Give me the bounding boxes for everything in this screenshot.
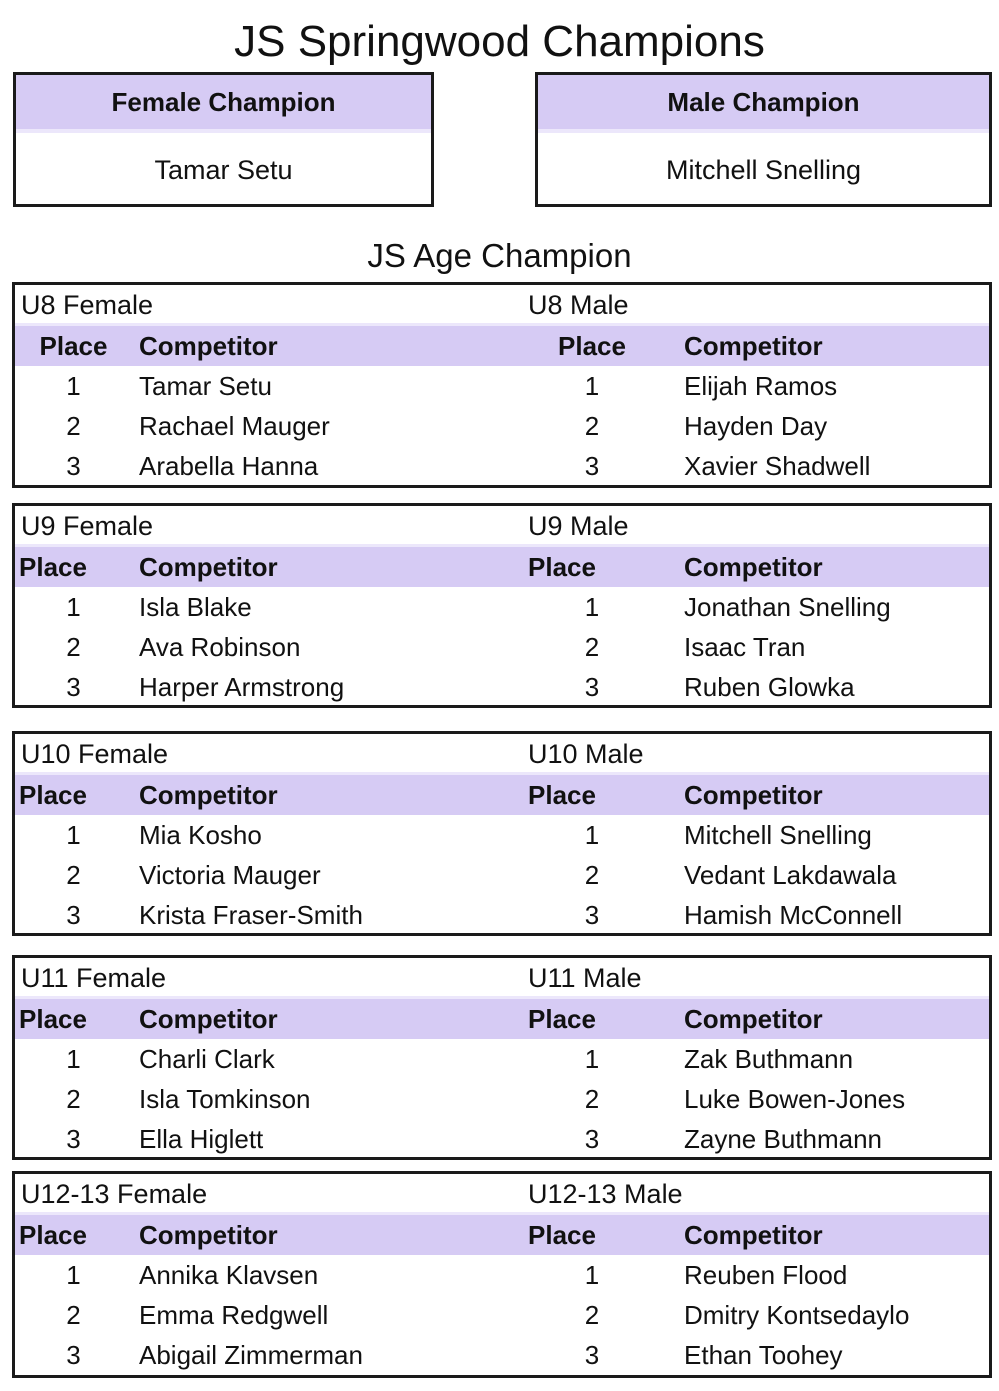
female-champion-box xyxy=(13,72,434,207)
place-cell: 1 xyxy=(584,1260,600,1290)
place-cell: 2 xyxy=(66,632,81,662)
table-header xyxy=(502,1215,989,1255)
table-header xyxy=(15,999,502,1039)
place-cell: 2 xyxy=(584,632,600,662)
female-results-column xyxy=(15,506,502,705)
table-row xyxy=(502,1255,989,1295)
competitor-column-header: Competitor xyxy=(139,331,278,361)
place-cell: 2 xyxy=(584,1084,600,1114)
competitor-cell: Vedant Lakdawala xyxy=(684,860,897,890)
table-row xyxy=(502,446,989,486)
table-header xyxy=(15,547,502,587)
table-row xyxy=(15,1079,502,1119)
table-row xyxy=(15,1039,502,1079)
competitor-cell: Emma Redgwell xyxy=(139,1300,329,1330)
table-header xyxy=(502,999,989,1039)
competitor-cell: Annika Klavsen xyxy=(139,1260,319,1290)
place-cell: 2 xyxy=(66,1300,81,1330)
age-group-box xyxy=(12,731,992,936)
female-results-column xyxy=(15,734,502,933)
male-results-column xyxy=(502,285,989,485)
male-group-title: U12-13 Male xyxy=(528,1179,683,1209)
place-cell: 1 xyxy=(66,592,81,622)
competitor-column-header: Competitor xyxy=(684,780,823,810)
place-column-header: Place xyxy=(19,1220,87,1250)
female-results-column xyxy=(15,1174,502,1375)
competitor-column-header: Competitor xyxy=(139,780,278,810)
competitor-cell: Isla Tomkinson xyxy=(139,1084,311,1114)
competitor-cell: Charli Clark xyxy=(139,1044,275,1074)
table-header xyxy=(15,326,502,366)
table-row xyxy=(15,1335,502,1375)
competitor-cell: Harper Armstrong xyxy=(139,672,345,702)
competitor-cell: Jonathan Snelling xyxy=(684,592,891,622)
place-cell: 3 xyxy=(66,1340,81,1370)
competitor-cell: Xavier Shadwell xyxy=(684,451,871,481)
competitor-cell: Mitchell Snelling xyxy=(684,820,872,850)
male-results-column xyxy=(502,958,989,1157)
table-row xyxy=(502,366,989,406)
table-row xyxy=(502,1039,989,1079)
age-champion-subtitle: JS Age Champion xyxy=(367,237,632,274)
page-title: JS Springwood Champions xyxy=(234,17,765,66)
table-row xyxy=(15,627,502,667)
competitor-cell: Ruben Glowka xyxy=(684,672,855,702)
place-cell: 2 xyxy=(584,411,600,441)
table-header xyxy=(502,547,989,587)
age-group-box xyxy=(12,503,992,708)
competitor-column-header: Competitor xyxy=(684,552,823,582)
competitor-cell: Krista Fraser-Smith xyxy=(139,900,363,930)
competitor-cell: Luke Bowen-Jones xyxy=(684,1084,906,1114)
table-row xyxy=(502,855,989,895)
competitor-cell: Tamar Setu xyxy=(139,371,272,401)
competitor-cell: Ava Robinson xyxy=(139,632,301,662)
place-cell: 3 xyxy=(584,1340,600,1370)
table-row xyxy=(502,667,989,707)
place-cell: 3 xyxy=(66,900,81,930)
female-group-title: U11 Female xyxy=(21,963,167,993)
table-row xyxy=(502,815,989,855)
place-cell: 1 xyxy=(66,1260,81,1290)
table-row xyxy=(502,1335,989,1375)
place-cell: 2 xyxy=(66,1084,81,1114)
table-row xyxy=(15,1295,502,1335)
competitor-cell: Elijah Ramos xyxy=(684,371,838,401)
competitor-column-header: Competitor xyxy=(139,1004,278,1034)
place-column-header: Place xyxy=(528,1004,596,1034)
female-champion-name: Tamar Setu xyxy=(154,155,293,185)
female-results-column xyxy=(15,958,502,1157)
place-column-header: Place xyxy=(19,780,87,810)
male-champion-name: Mitchell Snelling xyxy=(665,155,862,185)
male-group-title: U10 Male xyxy=(528,739,644,769)
female-group-title: U12-13 Female xyxy=(21,1179,208,1209)
competitor-cell: Abigail Zimmerman xyxy=(139,1340,363,1370)
table-row xyxy=(502,406,989,446)
male-group-title: U11 Male xyxy=(528,963,642,993)
table-row xyxy=(15,895,502,935)
place-cell: 1 xyxy=(584,592,600,622)
place-column-header: Place xyxy=(39,331,108,361)
place-cell: 1 xyxy=(584,371,600,401)
male-results-column xyxy=(502,506,989,705)
competitor-cell: Isaac Tran xyxy=(684,632,806,662)
male-champion-box xyxy=(535,72,992,207)
table-row xyxy=(15,366,502,406)
place-cell: 1 xyxy=(66,1044,81,1074)
competitor-cell: Hayden Day xyxy=(684,411,828,441)
place-cell: 3 xyxy=(66,1124,81,1154)
male-group-title: U8 Male xyxy=(528,290,629,320)
table-header xyxy=(15,1215,502,1255)
table-row xyxy=(502,627,989,667)
table-header xyxy=(15,775,502,815)
table-row xyxy=(15,1119,502,1159)
competitor-cell: Ethan Toohey xyxy=(684,1340,843,1370)
table-row xyxy=(502,895,989,935)
competitor-cell: Rachael Mauger xyxy=(139,411,330,441)
table-row xyxy=(15,406,502,446)
age-group-box xyxy=(12,955,992,1160)
place-column-header: Place xyxy=(19,552,87,582)
female-results-column xyxy=(15,285,502,485)
male-champion-label: Male Champion xyxy=(538,75,989,133)
table-row xyxy=(15,1255,502,1295)
competitor-cell: Zak Buthmann xyxy=(684,1044,854,1074)
female-champion-label: Female Champion xyxy=(16,75,431,133)
male-results-column xyxy=(502,734,989,933)
place-column-header: Place xyxy=(558,331,626,361)
place-column-header: Place xyxy=(528,780,596,810)
female-group-title: U8 Female xyxy=(21,290,154,320)
place-cell: 1 xyxy=(66,820,81,850)
competitor-column-header: Competitor xyxy=(139,1220,278,1250)
place-cell: 3 xyxy=(584,1124,600,1154)
place-cell: 3 xyxy=(66,672,81,702)
table-row xyxy=(15,667,502,707)
place-cell: 1 xyxy=(66,371,81,401)
place-cell: 2 xyxy=(66,860,81,890)
place-cell: 2 xyxy=(584,1300,600,1330)
table-row xyxy=(15,815,502,855)
age-group-box xyxy=(12,1171,992,1378)
competitor-cell: Arabella Hanna xyxy=(139,451,319,481)
place-cell: 1 xyxy=(584,820,600,850)
table-row xyxy=(502,1119,989,1159)
competitor-cell: Isla Blake xyxy=(139,592,252,622)
place-cell: 3 xyxy=(66,451,81,481)
male-group-title: U9 Male xyxy=(528,511,629,541)
place-cell: 3 xyxy=(584,900,600,930)
competitor-column-header: Competitor xyxy=(684,1004,823,1034)
female-group-title: U9 Female xyxy=(21,511,154,541)
place-column-header: Place xyxy=(19,1004,87,1034)
competitor-cell: Hamish McConnell xyxy=(684,900,903,930)
age-group-box xyxy=(12,282,992,488)
competitor-cell: Zayne Buthmann xyxy=(684,1124,883,1154)
table-header xyxy=(502,775,989,815)
table-row xyxy=(502,587,989,627)
table-row xyxy=(502,1079,989,1119)
competitor-column-header: Competitor xyxy=(684,331,823,361)
table-row xyxy=(15,587,502,627)
table-row xyxy=(15,855,502,895)
place-column-header: Place xyxy=(528,1220,596,1250)
place-cell: 3 xyxy=(584,451,600,481)
place-cell: 2 xyxy=(66,411,81,441)
competitor-column-header: Competitor xyxy=(139,552,278,582)
competitor-cell: Mia Kosho xyxy=(139,820,262,850)
competitor-cell: Dmitry Kontsedaylo xyxy=(684,1300,910,1330)
male-results-column xyxy=(502,1174,989,1375)
table-row xyxy=(15,446,502,486)
place-column-header: Place xyxy=(528,552,596,582)
competitor-cell: Victoria Mauger xyxy=(139,860,321,890)
table-header xyxy=(502,326,989,366)
place-cell: 2 xyxy=(584,860,600,890)
table-row xyxy=(502,1295,989,1335)
competitor-cell: Reuben Flood xyxy=(684,1260,848,1290)
competitor-column-header: Competitor xyxy=(684,1220,823,1250)
place-cell: 1 xyxy=(584,1044,600,1074)
place-cell: 3 xyxy=(584,672,600,702)
competitor-cell: Ella Higlett xyxy=(139,1124,264,1154)
female-group-title: U10 Female xyxy=(21,739,169,769)
